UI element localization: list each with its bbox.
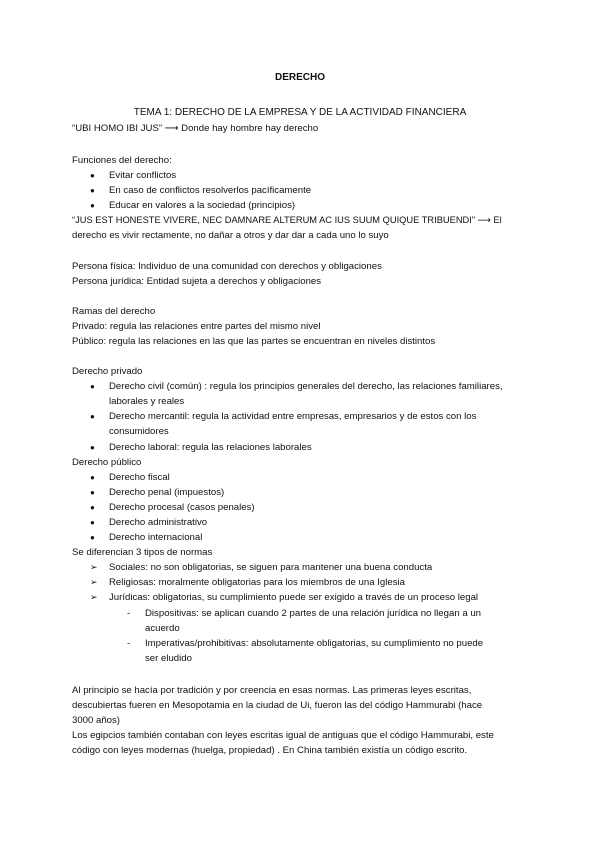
latin-quote-2: “JUS EST HONESTE VIVERE, NEC DAMNARE ALTERUM AC IUS SUUM QUIQUE TRIBUENDI” ⟶ El (72, 215, 502, 225)
paragraph-line: Al principio se hacía por tradición y por creencia en esas normas. Las primeras leyes escritas, (72, 685, 472, 696)
dash-bullet-icon: - (127, 638, 131, 649)
paragraph-line: código con leyes modernas (huelga, propiedad) . En China también existía un código escrito. (72, 745, 468, 756)
list-item: Derecho internacional (109, 532, 203, 543)
bullet-icon: ● (90, 186, 95, 195)
list-item: Derecho mercantil: regula la actividad entre empresas, empresarios y de estos con los (109, 411, 477, 422)
persona-fisica: Persona física: Individuo de una comunidad con derechos y obligaciones (72, 261, 382, 272)
bullet-icon: ● (90, 518, 95, 527)
sub-list-item-continuation: acuerdo (145, 623, 180, 634)
list-item: Jurídicas: obligatorias, su cumplimiento puede ser exigido a través de un proceso legal (109, 592, 479, 603)
bullet-icon: ● (90, 488, 95, 497)
list-item: Sociales: no son obligatorias, se siguen para mantener una buena conducta (109, 562, 433, 573)
list-item-continuation: consumidores (109, 426, 169, 437)
list-item: Religiosas: moralmente obligatorias para los miembros de una Iglesia (109, 577, 405, 588)
latin-quote-2-translation: derecho es vivir rectamente, no dañar a otros y dar dar a cada uno lo suyo (72, 230, 389, 241)
paragraph-line: 3000 años) (72, 715, 121, 726)
ramas-heading: Ramas del derecho (72, 306, 156, 317)
list-item: Derecho fiscal (109, 472, 170, 483)
bullet-icon: ● (90, 533, 95, 542)
bullet-icon: ● (90, 171, 95, 180)
latin-quote-1: “UBI HOMO IBI JUS” ⟶ Donde hay hombre hay derecho (72, 123, 319, 134)
list-item: En caso de conflictos resolverlos pacíficamente (109, 185, 312, 196)
paragraph-line: descubiertas fueren en Mesopotamia en la ciudad de Ui, fueron las del código Hammurabi (hace (72, 700, 483, 711)
derecho-publico-heading: Derecho público (72, 457, 142, 468)
list-item-continuation: laborales y reales (109, 396, 185, 407)
privado-definition: Privado: regula las relaciones entre partes del mismo nivel (72, 321, 321, 332)
arrowhead-bullet-icon: ➢ (90, 562, 98, 572)
arrowhead-bullet-icon: ➢ (90, 592, 98, 602)
list-item: Derecho laboral: regula las relaciones laborales (109, 442, 312, 453)
list-item: Derecho penal (impuestos) (109, 487, 225, 498)
list-item: Derecho administrativo (109, 517, 208, 528)
bullet-icon: ● (90, 503, 95, 512)
persona-juridica: Persona jurídica: Entidad sujeta a derechos y obligaciones (72, 276, 322, 287)
normas-heading: Se diferencian 3 tipos de normas (72, 547, 213, 558)
bullet-icon: ● (90, 201, 95, 210)
list-item: Educar en valores a la sociedad (principios) (109, 200, 296, 211)
bullet-icon: ● (90, 473, 95, 482)
publico-definition: Público: regula las relaciones en las que las partes se encuentran en niveles distintos (72, 336, 436, 347)
sub-list-item-continuation: ser eludido (145, 653, 192, 664)
list-item: Evitar conflictos (109, 170, 177, 181)
sub-list-item: Dispositivas: se aplican cuando 2 partes de una relación jurídica no llegan a un (145, 608, 481, 619)
bullet-icon: ● (90, 412, 95, 421)
list-item: Derecho civil (común) : regula los principios generales del derecho, las relaciones familiares, (109, 381, 503, 392)
arrowhead-bullet-icon: ➢ (90, 577, 98, 587)
bullet-icon: ● (90, 443, 95, 452)
dash-bullet-icon: - (127, 608, 131, 619)
sub-list-item: Imperativas/prohibitivas: absolutamente obligatorias, su cumplimiento no puede (145, 638, 484, 649)
bullet-icon: ● (90, 382, 95, 391)
list-item: Derecho procesal (casos penales) (109, 502, 255, 513)
funciones-heading: Funciones del derecho: (72, 155, 172, 166)
section-title: TEMA 1: DERECHO DE LA EMPRESA Y DE LA ACTIVIDAD FINANCIERA (133, 107, 467, 118)
document-title: DERECHO (274, 72, 325, 83)
derecho-privado-heading: Derecho privado (72, 366, 143, 377)
paragraph-line: Los egipcios también contaban con leyes escritas igual de antiguas que el código Hammurabi, este (72, 730, 494, 741)
